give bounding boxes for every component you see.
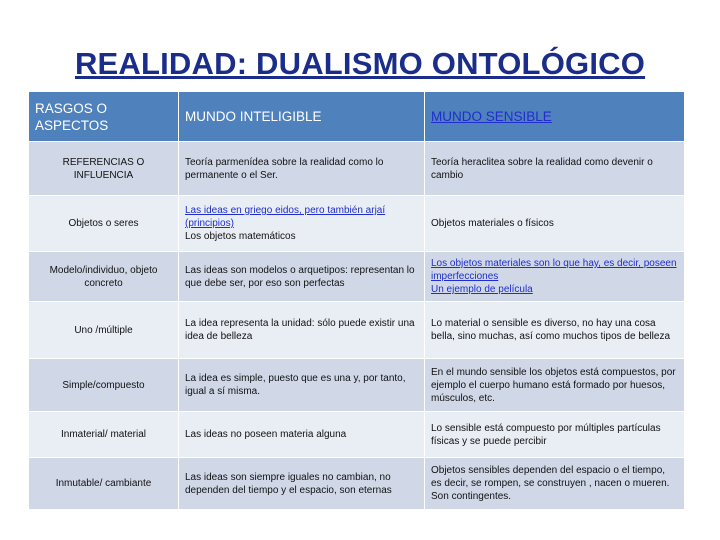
sensible-cell: Lo material o sensible es diverso, no hay una cosa bella, sino muchas, así como muchos tipos de belleza <box>425 302 685 359</box>
header-aspects: RASGOS O ASPECTOS <box>29 92 179 142</box>
ejemplo-pelicula-link[interactable]: Un ejemplo de película <box>431 284 533 295</box>
inteligible-cell: Las ideas son modelos o arquetipos: representan lo que debe ser, por eso son perfectas <box>179 252 425 302</box>
comparison-table <box>28 91 685 510</box>
aspect-cell: Inmutable/ cambiante <box>29 458 179 510</box>
inteligible-extra-text: Los objetos matemáticos <box>185 231 296 242</box>
inteligible-cell: La idea representa la unidad: sólo puede existir una idea de belleza <box>179 302 425 359</box>
objetos-materiales-link[interactable]: Los objetos materiales son lo que hay, es decir, poseen imperfecciones <box>431 258 677 282</box>
sensible-cell: Objetos materiales o físicos <box>425 196 685 252</box>
header-inteligible: MUNDO INTELIGIBLE <box>179 92 425 142</box>
inteligible-cell: Las ideas no poseen materia alguna <box>179 412 425 458</box>
header-sensible[interactable] <box>425 92 685 142</box>
table-row <box>29 302 685 359</box>
aspect-cell: Uno /múltiple <box>29 302 179 359</box>
table-row <box>29 359 685 412</box>
aspect-cell: Objetos o seres <box>29 196 179 252</box>
inteligible-cell: La idea es simple, puesto que es una y, por tanto, igual a sí misma. <box>179 359 425 412</box>
page-title: REALIDAD: DUALISMO ONTOLÓGICO <box>74 46 646 81</box>
header-sensible-link[interactable]: MUNDO SENSIBLE <box>431 109 552 124</box>
table-row <box>29 142 685 196</box>
sensible-cell: En el mundo sensible los objetos está compuestos, por ejemplo el cuerpo humano está formado por huesos, músculos, etc. <box>425 359 685 412</box>
table-header-row <box>29 92 685 142</box>
sensible-cell <box>425 252 685 302</box>
sensible-cell: Teoría heraclitea sobre la realidad como devenir o cambio <box>425 142 685 196</box>
aspect-cell: Modelo/individuo, objeto concreto <box>29 252 179 302</box>
aspect-cell: REFERENCIAS O INFLUENCIA <box>29 142 179 196</box>
inteligible-cell: Teoría parmenídea sobre la realidad como lo permanente o el Ser. <box>179 142 425 196</box>
inteligible-cell <box>179 196 425 252</box>
ideas-eidos-link[interactable]: Las ideas en griego eidos, pero también arjaí (principios) <box>185 205 386 229</box>
table-row <box>29 458 685 510</box>
aspect-cell: Simple/compuesto <box>29 359 179 412</box>
sensible-cell: Objetos sensibles dependen del espacio o el tiempo, es decir, se rompen, se construyen , nacen o mueren. Son contingentes. <box>425 458 685 510</box>
table-row <box>29 412 685 458</box>
table-row <box>29 252 685 302</box>
aspect-cell: Inmaterial/ material <box>29 412 179 458</box>
inteligible-cell: Las ideas son siempre iguales no cambian, no dependen del tiempo y el espacio, son eternas <box>179 458 425 510</box>
sensible-cell: Lo sensible está compuesto por múltiples partículas físicas y se puede percibir <box>425 412 685 458</box>
table-row <box>29 196 685 252</box>
